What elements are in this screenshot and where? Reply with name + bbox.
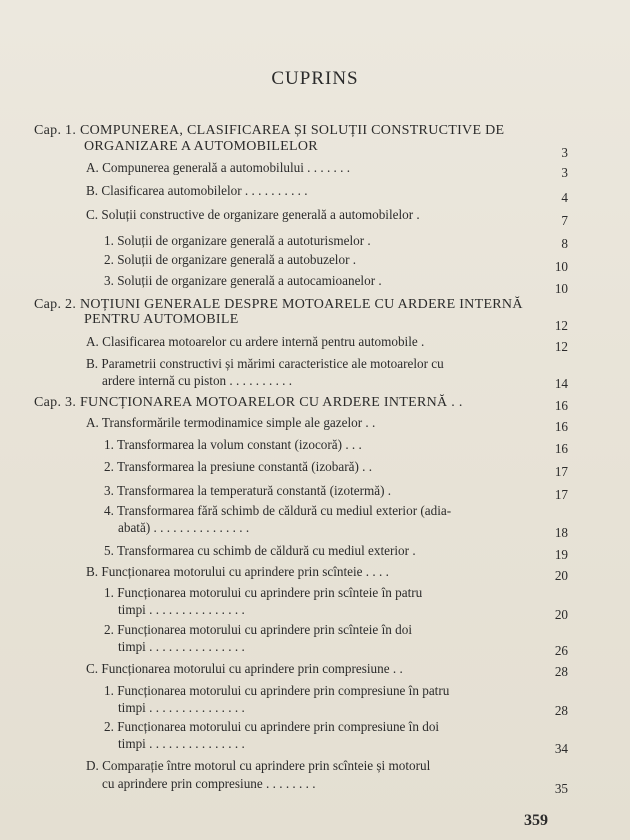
page-title: CUPRINS <box>271 68 359 89</box>
toc-page-number: 16 <box>554 419 568 434</box>
toc-subentry: 1. Transformarea la volum constant (izocoră) . . . <box>104 437 362 452</box>
toc-subentry-continuation: timpi . . . . . . . . . . . . . . . <box>118 700 245 715</box>
toc-page-number: 8 <box>561 236 568 251</box>
toc-subentry: 5. Transformarea cu schimb de căldură cu mediul exterior . <box>104 543 416 558</box>
toc-page-number: 18 <box>554 525 568 540</box>
toc-page-number: 17 <box>554 487 568 502</box>
toc-entry: D. Comparație între motorul cu aprindere prin scînteie și motorul <box>86 758 431 773</box>
toc-entry-continuation: ardere internă cu piston . . . . . . . . . . <box>102 373 293 388</box>
toc-entry: B. Parametrii constructivi și mărimi caracteristice ale motoarelor cu <box>86 356 444 371</box>
toc-entry: B. Clasificarea automobilelor . . . . . . . . . . <box>86 183 308 198</box>
toc-page-number: 10 <box>554 259 568 274</box>
toc-page-number: 16 <box>554 441 568 456</box>
toc-page-number: 26 <box>554 643 568 658</box>
toc-subentry: 3. Soluții de organizare generală a autocamioanelor . <box>104 273 382 288</box>
toc-subentry: 2. Funcționarea motorului cu aprindere prin compresiune în doi <box>104 719 440 734</box>
toc-subentry: 4. Transformarea fără schimb de căldură cu mediul exterior (adia- <box>104 503 452 518</box>
toc-page-number: 28 <box>554 703 568 718</box>
toc-subentry: 2. Funcționarea motorului cu aprindere prin scînteie în doi <box>104 622 412 637</box>
toc-entry: A. Transformările termodinamice simple ale gazelor . . <box>86 415 376 430</box>
toc-page-number: 12 <box>554 339 568 354</box>
toc-page-number: 14 <box>554 376 568 391</box>
toc-subentry: 2. Soluții de organizare generală a autobuzelor . <box>104 252 357 267</box>
toc-entry: B. Funcționarea motorului cu aprindere prin scînteie . . . . <box>86 564 389 579</box>
toc-chapter-2-line-2: PENTRU AUTOMOBILE <box>84 312 239 327</box>
toc-page-number: 10 <box>554 281 568 296</box>
toc-subentry: 2. Transformarea la presiune constantă (izobară) . . <box>104 459 373 474</box>
toc-chapter-1-line-1: Cap. 1. COMPUNEREA, CLASIFICAREA ȘI SOLUȚII CONSTRUCTIVE DE <box>34 123 505 138</box>
toc-entry-continuation: cu aprindere prin compresiune . . . . . . . . <box>102 776 316 791</box>
toc-subentry-continuation: timpi . . . . . . . . . . . . . . . <box>118 639 245 654</box>
toc-page-number: 19 <box>554 547 568 562</box>
toc-subentry: 3. Transformarea la temperatură constantă (izotermă) . <box>104 483 392 498</box>
toc-page-number: 20 <box>554 568 568 583</box>
toc-entry: C. Funcționarea motorului cu aprindere prin compresiune . . <box>86 661 403 676</box>
toc-subentry-continuation: timpi . . . . . . . . . . . . . . . <box>118 736 245 751</box>
toc-page-number: 3 <box>561 145 568 160</box>
toc-subentry: 1. Funcționarea motorului cu aprindere prin scînteie în patru <box>104 585 423 600</box>
toc-page-number: 4 <box>561 190 568 205</box>
toc-page-number: 12 <box>554 318 568 333</box>
toc-page-number: 17 <box>554 464 568 479</box>
toc-page-number: 16 <box>554 398 568 413</box>
toc-subentry: 1. Soluții de organizare generală a autoturismelor . <box>104 233 371 248</box>
toc-page-number: 28 <box>554 664 568 679</box>
toc-chapter-3: Cap. 3. FUNCȚIONAREA MOTOARELOR CU ARDERE INTERNĂ . . <box>34 395 463 410</box>
toc-page-number: 34 <box>554 741 568 756</box>
toc-entry: C. Soluții constructive de organizare generală a automobilelor . <box>86 207 420 222</box>
toc-page-number: 3 <box>561 165 568 180</box>
toc-subentry-continuation: timpi . . . . . . . . . . . . . . . <box>118 602 245 617</box>
toc-entry: A. Clasificarea motoarelor cu ardere internă pentru automobile . <box>86 334 425 349</box>
toc-subentry-continuation: abată) . . . . . . . . . . . . . . . <box>118 520 250 535</box>
toc-page-number: 35 <box>554 781 568 796</box>
toc-entry: A. Compunerea generală a automobilului . . . . . . . <box>86 160 351 175</box>
toc-page-number: 20 <box>554 607 568 622</box>
toc-subentry: 1. Funcționarea motorului cu aprindere prin compresiune în patru <box>104 683 450 698</box>
toc-chapter-2-line-1: Cap. 2. NOȚIUNI GENERALE DESPRE MOTOARELE CU ARDERE INTERNĂ <box>34 297 523 312</box>
page-number-folio: 359 <box>524 812 548 829</box>
toc-chapter-1-line-2: ORGANIZARE A AUTOMOBILELOR <box>84 139 318 154</box>
toc-page-number: 7 <box>561 213 568 228</box>
